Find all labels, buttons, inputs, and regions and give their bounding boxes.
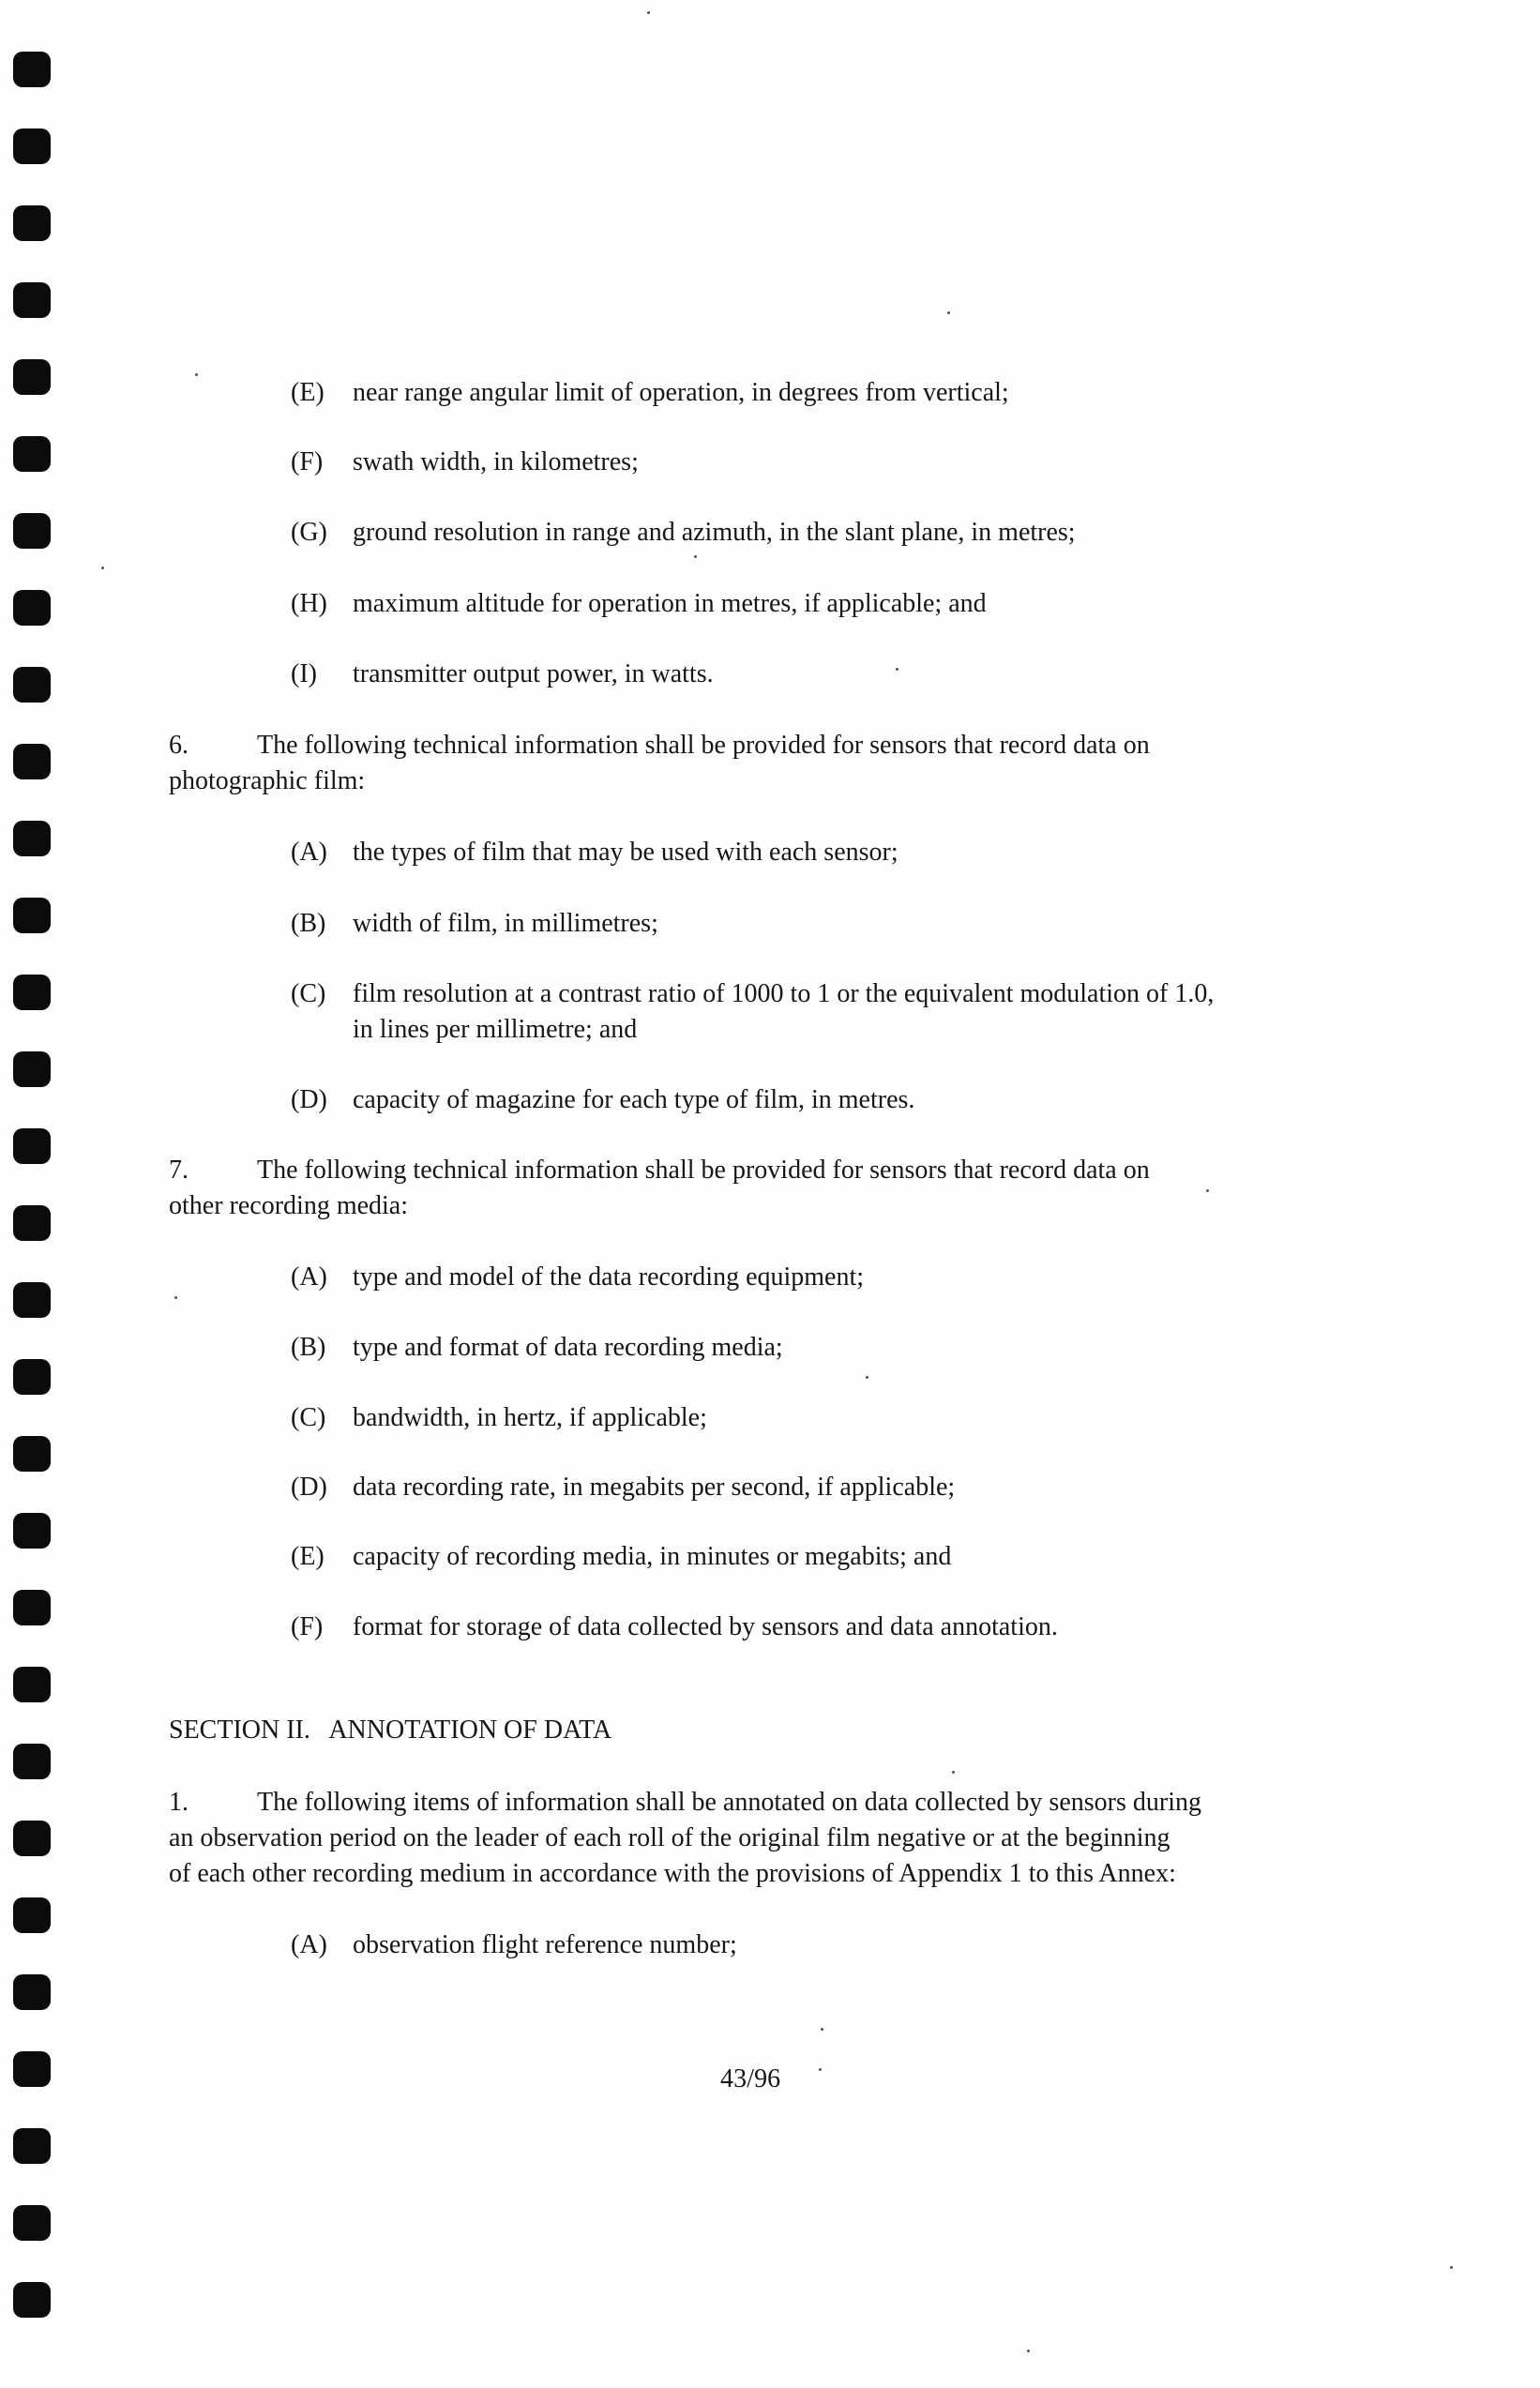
list-label: (D) (291, 1085, 327, 1114)
punch-hole (13, 282, 51, 318)
paragraph-number: 7. (169, 1156, 189, 1185)
punch-hole (13, 1974, 51, 2010)
paragraph-6-line2: photographic film: (169, 766, 366, 795)
punch-hole (13, 821, 51, 856)
list-label: (C) (291, 979, 326, 1008)
punch-hole (13, 590, 51, 626)
scan-speck (1450, 2266, 1453, 2269)
punch-hole (13, 205, 51, 241)
punch-hole (13, 1667, 51, 1702)
scan-speck (174, 1296, 177, 1299)
list-label: (A) (291, 1930, 327, 1959)
list-label: (B) (291, 909, 326, 938)
list-item: near range angular limit of operation, in degrees from vertical; (353, 378, 1009, 407)
punch-hole (13, 1359, 51, 1395)
punch-hole (13, 1744, 51, 1779)
paragraph-1-line3: of each other recording medium in accordance with the provisions of Appendix 1 to this Annex: (169, 1859, 1176, 1888)
punch-hole (13, 898, 51, 933)
list-label: (A) (291, 1262, 327, 1292)
page-number: 43/96 (720, 2064, 781, 2093)
punch-hole (13, 744, 51, 779)
punch-hole (13, 128, 51, 164)
paragraph-1-line1 (169, 1785, 1201, 1821)
punch-hole (13, 1051, 51, 1087)
list-label: (E) (291, 1542, 325, 1571)
scan-speck (952, 1771, 955, 1774)
paragraph-7-line2: other recording media: (169, 1191, 409, 1220)
paragraph-text: The following technical information shall be provided for sensors that record data on (257, 1156, 1150, 1185)
list-item: bandwidth, in hertz, if applicable; (353, 1403, 707, 1432)
scan-speck (694, 555, 697, 558)
section-heading: SECTION II. ANNOTATION OF DATA (169, 1715, 612, 1745)
punch-hole (13, 359, 51, 395)
punch-hole (13, 1282, 51, 1318)
punch-hole (13, 1513, 51, 1549)
paragraph-1-line2: an observation period on the leader of each roll of the original film negative or at the beginning (169, 1823, 1170, 1852)
punch-hole (13, 1821, 51, 1856)
punch-hole (13, 1436, 51, 1472)
scan-speck (821, 2028, 823, 2031)
punch-hole (13, 2051, 51, 2087)
list-label: (C) (291, 1403, 326, 1432)
list-label: (F) (291, 447, 324, 476)
punch-hole (13, 52, 51, 87)
scan-speck (866, 1376, 868, 1379)
list-label: (F) (291, 1612, 324, 1641)
punch-hole (13, 513, 51, 549)
punch-hole (13, 975, 51, 1010)
list-label: (G) (291, 518, 327, 547)
paragraph-6-line1 (169, 728, 1150, 763)
list-label: (A) (291, 838, 327, 867)
list-item: transmitter output power, in watts. (353, 659, 714, 688)
list-label: (H) (291, 589, 327, 618)
scan-speck (819, 2068, 822, 2071)
list-label: (B) (291, 1333, 326, 1362)
list-item: type and format of data recording media; (353, 1333, 783, 1362)
punch-hole (13, 1590, 51, 1625)
list-item: capacity of magazine for each type of film, in metres. (353, 1085, 915, 1114)
scan-speck (947, 311, 950, 314)
paragraph-7-line1 (169, 1153, 1150, 1188)
list-item: format for storage of data collected by sensors and data annotation. (353, 1612, 1058, 1641)
scan-speck (101, 567, 104, 569)
punch-hole (13, 2205, 51, 2241)
scan-speck (1206, 1189, 1209, 1192)
punch-hole (13, 436, 51, 472)
list-item: type and model of the data recording equipment; (353, 1262, 865, 1292)
list-item: ground resolution in range and azimuth, in the slant plane, in metres; (353, 518, 1076, 547)
paragraph-number: 6. (169, 731, 189, 760)
list-item: maximum altitude for operation in metres, if applicable; and (353, 589, 987, 618)
list-label: (E) (291, 378, 325, 407)
punch-hole (13, 1205, 51, 1241)
paragraph-text: The following items of information shall be annotated on data collected by sensors during (257, 1788, 1201, 1817)
list-item: swath width, in kilometres; (353, 447, 639, 476)
punch-hole (13, 667, 51, 703)
list-item-continuation: in lines per millimetre; and (353, 1015, 638, 1044)
list-item: width of film, in millimetres; (353, 909, 658, 938)
paragraph-number: 1. (169, 1788, 189, 1817)
paragraph-text: The following technical information shall be provided for sensors that record data on (257, 731, 1150, 760)
punch-hole (13, 2128, 51, 2164)
punch-hole (13, 1128, 51, 1164)
binder-holes (13, 52, 54, 2340)
scan-speck (195, 373, 198, 376)
list-item: the types of film that may be used with each sensor; (353, 838, 898, 867)
scan-speck (896, 668, 898, 671)
list-label: (D) (291, 1473, 327, 1502)
punch-hole (13, 1897, 51, 1933)
punch-hole (13, 2282, 51, 2318)
list-item: data recording rate, in megabits per second, if applicable; (353, 1473, 956, 1502)
list-label: (I) (291, 659, 317, 688)
list-item: observation flight reference number; (353, 1930, 737, 1959)
list-item: capacity of recording media, in minutes or megabits; and (353, 1542, 952, 1571)
scan-speck (647, 11, 650, 14)
list-item: film resolution at a contrast ratio of 1000 to 1 or the equivalent modulation of 1.0, (353, 979, 1215, 1008)
scan-speck (1027, 2350, 1030, 2352)
